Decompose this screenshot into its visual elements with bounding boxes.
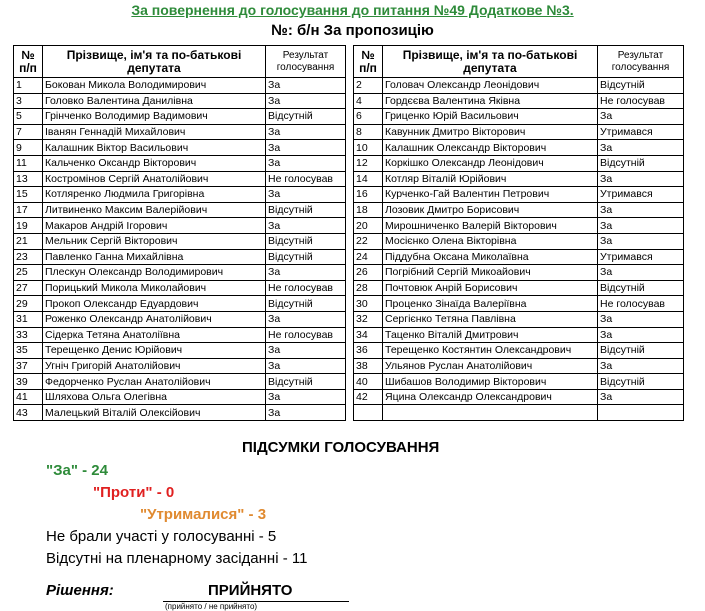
cell-num: 29 [14, 296, 43, 312]
table-row [354, 265, 684, 281]
cell-name: Павленко Ганна Михайлівна [43, 249, 266, 265]
cell-result: Не голосував [266, 327, 346, 343]
cell-num: 35 [14, 343, 43, 359]
cell-name: Федорченко Руслан Анатолійович [43, 374, 266, 390]
cell-name: Прокоп Олександр Едуардович [43, 296, 266, 312]
cell-num: 12 [354, 155, 383, 171]
cell-result: За [266, 187, 346, 203]
cell-num: 43 [14, 405, 43, 421]
cell-num: 40 [354, 374, 383, 390]
cell-result: Не голосував [598, 296, 684, 312]
cell-num: 9 [14, 140, 43, 156]
cell-num: 1 [14, 78, 43, 94]
cell-result: Не голосував [266, 280, 346, 296]
cell-result: За [598, 202, 684, 218]
cell-num: 8 [354, 124, 383, 140]
cell-num: 21 [14, 233, 43, 249]
votes-table-right [353, 45, 684, 421]
cell-name: Макаров Андрій Ігорович [43, 218, 266, 234]
table-row [14, 389, 346, 405]
cell-result: Відсутній [266, 109, 346, 125]
cell-result: За [266, 93, 346, 109]
cell-result: За [598, 327, 684, 343]
cell-name: Мельник Сергій Вікторович [43, 233, 266, 249]
cell-num: 37 [14, 358, 43, 374]
cell-num: 38 [354, 358, 383, 374]
cell-result: Відсутній [266, 249, 346, 265]
table-row [354, 280, 684, 296]
cell-name: Іванян Геннадій Михайлович [43, 124, 266, 140]
cell-num: 28 [354, 280, 383, 296]
header-result: Результат голосування [266, 46, 346, 78]
cell-num: 6 [354, 109, 383, 125]
cell-result: За [598, 265, 684, 281]
cell-result: За [266, 155, 346, 171]
table-row [14, 218, 346, 234]
cell-num: 15 [14, 187, 43, 203]
cell-result: Утримався [598, 124, 684, 140]
cell-name: Литвиненко Максим Валерійович [43, 202, 266, 218]
cell-num: 26 [354, 265, 383, 281]
cell-name: Порицький Микола Миколайович [43, 280, 266, 296]
cell-name: Сергієнко Тетяна Павлівна [383, 311, 598, 327]
cell-result: Не голосував [266, 171, 346, 187]
header-result: Результат голосування [598, 46, 684, 78]
cell-result: Відсутній [266, 233, 346, 249]
table-row [14, 187, 346, 203]
document-title: За повернення до голосування до питання №49 Додаткове №3. [131, 2, 574, 18]
cell-result: За [266, 343, 346, 359]
table-row [14, 296, 346, 312]
cell-name: Котляренко Людмила Григорівна [43, 187, 266, 203]
cell-result: За [266, 265, 346, 281]
table-row [354, 155, 684, 171]
cell-num: 18 [354, 202, 383, 218]
cell-result: За [266, 311, 346, 327]
table-row [354, 343, 684, 359]
cell-num: 13 [14, 171, 43, 187]
table-row [354, 171, 684, 187]
header-name: Прізвище, ім'я та по-батькові депутата [43, 46, 266, 78]
table-row [354, 327, 684, 343]
header-name: Прізвище, ім'я та по-батькові депутата [383, 46, 598, 78]
table-row [354, 187, 684, 203]
cell-num: 2 [354, 78, 383, 94]
table-row [14, 358, 346, 374]
votes-table-left [13, 45, 346, 421]
cell-result: Відсутній [598, 78, 684, 94]
cell-name: Бокован Микола Володимирович [43, 78, 266, 94]
cell-result: За [598, 389, 684, 405]
table-row [14, 327, 346, 343]
table-row [14, 280, 346, 296]
cell-result: Відсутній [266, 374, 346, 390]
table-row [354, 124, 684, 140]
cell-num: 3 [14, 93, 43, 109]
table-row [14, 249, 346, 265]
cell-name: Грінченко Володимир Вадимович [43, 109, 266, 125]
cell-num: 22 [354, 233, 383, 249]
table-row [14, 155, 346, 171]
cell-name: Ульянов Руслан Анатолійович [383, 358, 598, 374]
table-row [354, 93, 684, 109]
cell-num: 24 [354, 249, 383, 265]
decision-value: ПРИЙНЯТО [208, 582, 293, 599]
cell-num: 7 [14, 124, 43, 140]
cell-result: Утримався [598, 249, 684, 265]
cell-result: За [598, 218, 684, 234]
cell-name: Гриценко Юрій Васильович [383, 109, 598, 125]
cell-name: Кальченко Оксандр Вікторович [43, 155, 266, 171]
votes-table-left-body [14, 78, 346, 421]
cell-result: За [266, 140, 346, 156]
header-num: № п/п [14, 46, 43, 78]
cell-num: 36 [354, 343, 383, 359]
cell-name [383, 405, 598, 421]
cell-name: Яцина Олександр Олександрович [383, 389, 598, 405]
cell-num: 31 [14, 311, 43, 327]
cell-name: Головко Валентина Данилівна [43, 93, 266, 109]
cell-name: Угніч Григорій Анатолійович [43, 358, 266, 374]
cell-num: 19 [14, 218, 43, 234]
cell-result: За [598, 109, 684, 125]
cell-num: 4 [354, 93, 383, 109]
summary-za: "За" - 24 [46, 462, 108, 479]
cell-num: 16 [354, 187, 383, 203]
header-num: № п/п [354, 46, 383, 78]
table-row [14, 343, 346, 359]
table-row [354, 140, 684, 156]
table-row [354, 389, 684, 405]
cell-result: За [266, 124, 346, 140]
table-row [354, 78, 684, 94]
cell-name: Калашник Віктор Васильович [43, 140, 266, 156]
table-row [354, 374, 684, 390]
table-row [354, 296, 684, 312]
cell-num: 27 [14, 280, 43, 296]
table-row [354, 202, 684, 218]
cell-num: 25 [14, 265, 43, 281]
cell-name: Мосієнко Олена Вікторівна [383, 233, 598, 249]
cell-name: Почтовюк Анрій Борисович [383, 280, 598, 296]
cell-name: Костромінов Сергій Анатолійович [43, 171, 266, 187]
cell-result: За [598, 233, 684, 249]
table-row [14, 140, 346, 156]
table-row [354, 218, 684, 234]
table-row [354, 358, 684, 374]
summary-not-voted: Не брали участі у голосуванні - 5 [46, 528, 277, 545]
table-row [14, 124, 346, 140]
cell-result: За [598, 358, 684, 374]
cell-num: 41 [14, 389, 43, 405]
table-row [354, 249, 684, 265]
cell-result: За [266, 78, 346, 94]
cell-result: Відсутній [266, 202, 346, 218]
cell-num: 5 [14, 109, 43, 125]
cell-num: 33 [14, 327, 43, 343]
cell-num: 23 [14, 249, 43, 265]
cell-result: Не голосував [598, 93, 684, 109]
cell-num: 39 [14, 374, 43, 390]
cell-name: Малецький Віталій Олексійович [43, 405, 266, 421]
summary-heading: ПІДСУМКИ ГОЛОСУВАННЯ [242, 439, 440, 456]
cell-result: Відсутній [598, 374, 684, 390]
summary-utrymalysia: "Утрималися" - 3 [140, 506, 267, 523]
summary-proty: "Проти" - 0 [93, 484, 175, 501]
cell-name: Лозовик Дмитро Борисович [383, 202, 598, 218]
table-row [354, 109, 684, 125]
table-row [14, 171, 346, 187]
cell-name: Плескун Олександр Володимирович [43, 265, 266, 281]
cell-num: 42 [354, 389, 383, 405]
document-subtitle: №: б/н За пропозицію [271, 22, 434, 39]
cell-result: Утримався [598, 187, 684, 203]
cell-num: 32 [354, 311, 383, 327]
votes-table-right-body [354, 78, 684, 421]
table-row [14, 109, 346, 125]
cell-result: Відсутній [266, 296, 346, 312]
cell-num: 34 [354, 327, 383, 343]
cell-name: Терещенко Денис Юрійович [43, 343, 266, 359]
cell-name: Шляхова Ольга Олегівна [43, 389, 266, 405]
cell-result: За [266, 405, 346, 421]
cell-name: Піддубна Оксана Миколаївна [383, 249, 598, 265]
summary-absent: Відсутні на пленарному засіданні - 11 [46, 550, 308, 567]
cell-name: Калашник Олександр Вікторович [383, 140, 598, 156]
table-row [354, 405, 684, 421]
cell-result: За [598, 171, 684, 187]
table-header-row [354, 46, 684, 78]
table-row [14, 202, 346, 218]
cell-name: Мирошниченко Валерій Вікторович [383, 218, 598, 234]
cell-name: Таценко Віталій Дмитрович [383, 327, 598, 343]
cell-name: Проценко Зінаїда Валеріївна [383, 296, 598, 312]
cell-num: 14 [354, 171, 383, 187]
table-row [14, 93, 346, 109]
decision-note: (прийнято / не прийнято) [165, 602, 258, 611]
cell-name: Сідерка Тетяна Анатоліївна [43, 327, 266, 343]
cell-name: Терещенко Костянтин Олександрович [383, 343, 598, 359]
table-row [14, 405, 346, 421]
cell-result: Відсутній [598, 280, 684, 296]
cell-result: За [266, 218, 346, 234]
cell-result: Відсутній [598, 343, 684, 359]
cell-name: Роженко Олександр Анатолійович [43, 311, 266, 327]
cell-result: Відсутній [598, 155, 684, 171]
cell-result: За [266, 389, 346, 405]
table-row [14, 311, 346, 327]
table-row [14, 265, 346, 281]
cell-num: 11 [14, 155, 43, 171]
cell-result: За [266, 358, 346, 374]
cell-num: 30 [354, 296, 383, 312]
cell-result: За [598, 140, 684, 156]
cell-num: 20 [354, 218, 383, 234]
table-header-row [14, 46, 346, 78]
cell-name: Котляр Віталій Юрійович [383, 171, 598, 187]
cell-num: 17 [14, 202, 43, 218]
cell-result [598, 405, 684, 421]
table-row [14, 78, 346, 94]
table-row [354, 311, 684, 327]
cell-name: Коркішко Олександр Леонідович [383, 155, 598, 171]
cell-num: 10 [354, 140, 383, 156]
cell-name: Курченко-Гай Валентин Петрович [383, 187, 598, 203]
table-row [14, 374, 346, 390]
table-row [14, 233, 346, 249]
cell-name: Кавунник Дмитро Вікторович [383, 124, 598, 140]
cell-name: Погрібний Сергій Микоайович [383, 265, 598, 281]
cell-result: За [598, 311, 684, 327]
cell-name: Головач Олександр Леонідович [383, 78, 598, 94]
cell-num [354, 405, 383, 421]
table-row [354, 233, 684, 249]
decision-label: Рішення: [46, 582, 114, 599]
cell-name: Шибашов Володимир Вікторович [383, 374, 598, 390]
cell-name: Гордєєва Валентина Яківна [383, 93, 598, 109]
